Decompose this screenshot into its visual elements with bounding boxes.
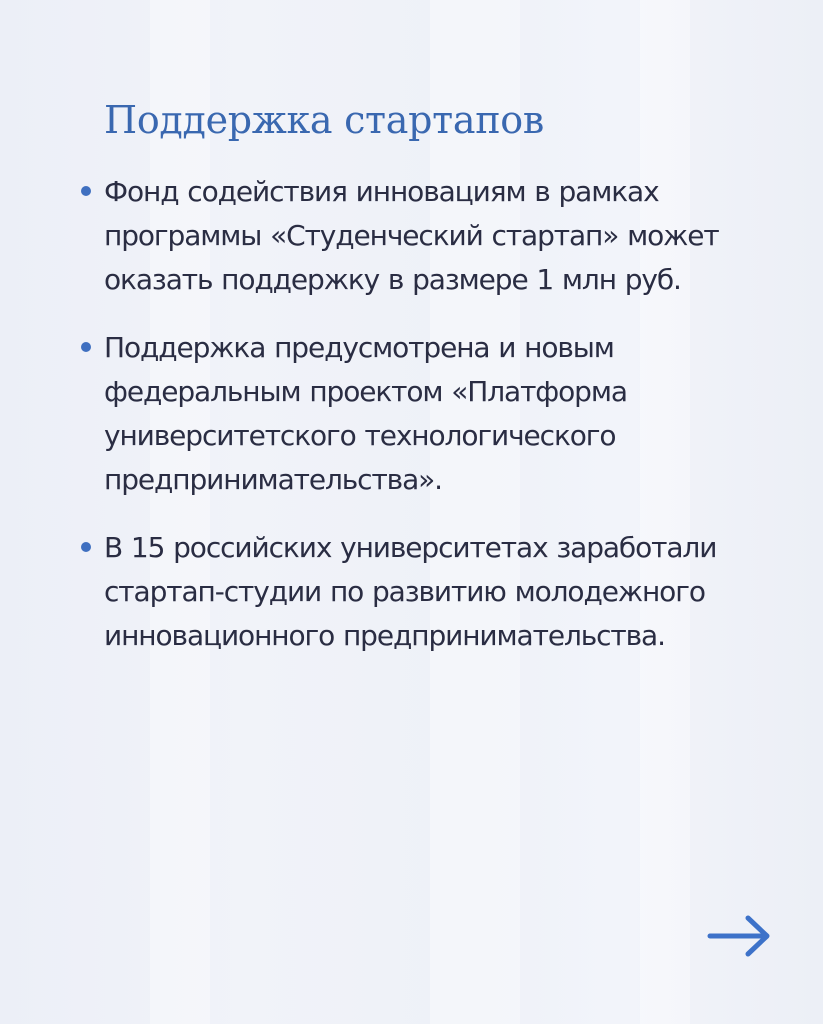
list-item xyxy=(78,526,778,658)
arrow-right-icon xyxy=(704,911,774,961)
list-item-text: Фонд содействия инновациям в рамках программы «Студенческий стартап» может оказать поддержку в размере 1 млн руб. xyxy=(104,175,719,296)
bullet-dot-icon xyxy=(81,542,91,552)
list-item-text: В 15 российских университетах заработали стартап-студии по развитию молодежного инновационного предпринимательства. xyxy=(104,531,717,652)
list-item xyxy=(78,170,778,302)
list-item xyxy=(78,326,778,502)
slide-title: Поддержка стартапов xyxy=(104,98,544,142)
bullet-dot-icon xyxy=(81,342,91,352)
bullet-dot-icon xyxy=(81,186,91,196)
bullet-list xyxy=(78,170,778,682)
list-item-text: Поддержка предусмотрена и новым федеральным проектом «Платформа университетского технологического предпринимательства». xyxy=(104,331,627,496)
next-slide-button[interactable] xyxy=(704,911,774,961)
